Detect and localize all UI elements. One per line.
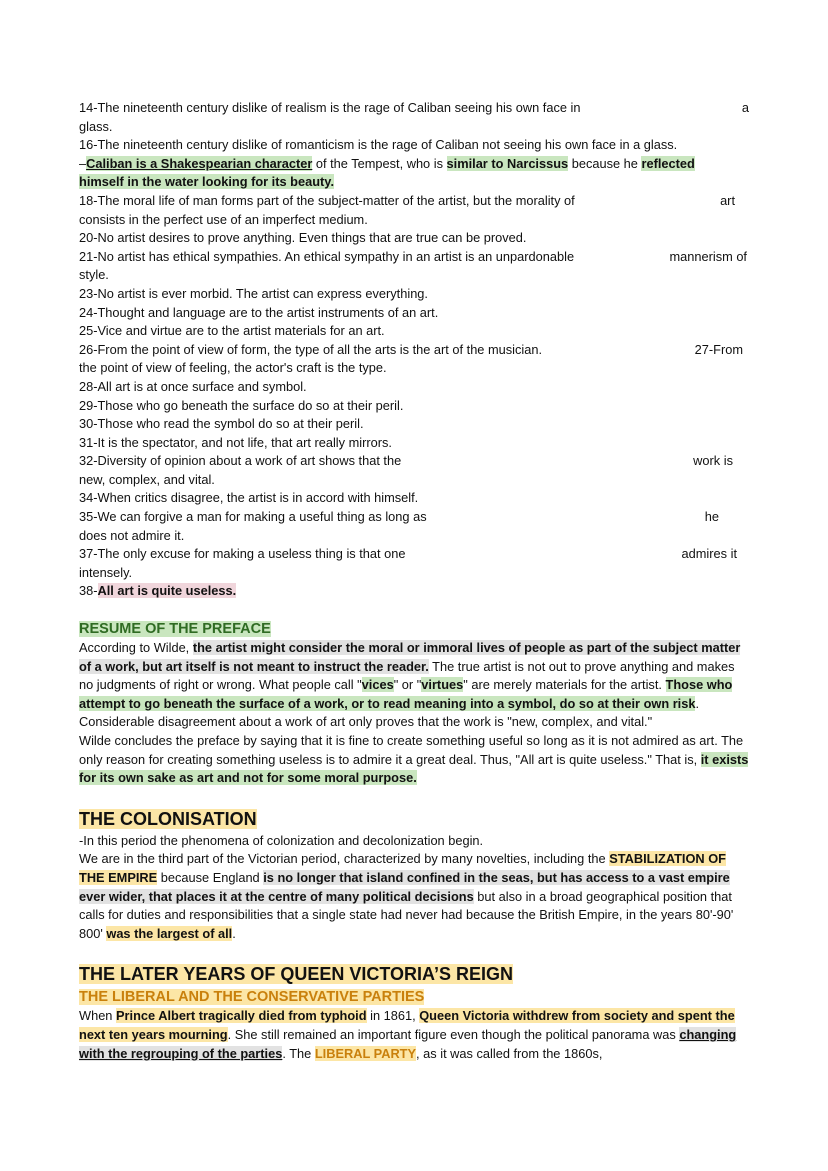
aphorism-23: 23-No artist is ever morbid. The artist can express everything.	[79, 285, 428, 301]
colonisation-paragraph: We are in the third part of the Victorian period, characterized by many novelties, including the STABILIZATION OF THE EMPIRE because England is no longer that island confined in the seas, but has access to a vast empire ever wider, that places it at the centre of many political decisions but also in a broad geographical position that calls for duties and responsibilities that a single state had never had because the British Empire, in the years 80'-90' 800' was the largest of all.	[79, 851, 734, 941]
aphorism-16: 16-The nineteenth century dislike of romanticism is the rage of Caliban not seeing his own face in a glass.	[79, 137, 678, 153]
aphorism-28: 28-All art is at once surface and symbol.	[79, 378, 307, 394]
aphorism-38: 38-All art is quite useless.	[79, 583, 237, 599]
aphorism-21: 21-No artist has ethical sympathies. An ethical sympathy in an artist is an unpardonable mannerism of	[79, 248, 747, 264]
caliban-note: –Caliban is a Shakespearian character of the Tempest, who is similar to Narcissus because he reflected	[79, 155, 695, 171]
resume-heading: RESUME OF THE PREFACE	[79, 621, 271, 638]
parties-subheading: THE LIBERAL AND THE CONSERVATIVE PARTIES	[79, 989, 425, 1006]
aphorism-30: 30-Those who read the symbol do so at their peril.	[79, 416, 364, 432]
aphorism-14: 14-The nineteenth century dislike of realism is the rage of Caliban seeing his own face in a	[79, 100, 749, 115]
aphorism-29: 29-Those who go beneath the surface do so at their peril.	[79, 397, 404, 413]
colonisation-line-1: -In this period the phenomena of colonization and decolonization begin.	[79, 832, 484, 848]
aphorism-32: 32-Diversity of opinion about a work of art shows that the work is	[79, 453, 733, 469]
aphorism-14-cont: glass.	[79, 118, 113, 134]
aphorism-26-cont: the point of view of feeling, the actor's craft is the type.	[79, 360, 387, 376]
aphorism-24: 24-Thought and language are to the artist instruments of an art.	[79, 304, 439, 320]
aphorism-37: 37-The only excuse for making a useless thing is that one admires it	[79, 546, 737, 562]
aphorism-18: 18-The moral life of man forms part of the subject-matter of the artist, but the morality of art	[79, 192, 735, 208]
aphorism-25: 25-Vice and virtue are to the artist materials for an art.	[79, 323, 385, 339]
aphorism-35-cont: does not admire it.	[79, 527, 185, 543]
aphorism-35: 35-We can forgive a man for making a useful thing as long as he	[79, 509, 719, 525]
caliban-note-cont: himself in the water looking for its beauty.	[79, 174, 335, 190]
resume-paragraph-2: Wilde concludes the preface by saying that it is fine to create something useful so long as it is not admired as art. The only reason for creating something useless is to admire it a great deal. Thus, "All art is quite useless." That is, it exists for its own sake as art and not for some moral purpose.	[79, 733, 749, 786]
aphorism-21-cont: style.	[79, 267, 109, 283]
colonisation-heading: THE COLONISATION	[79, 808, 257, 829]
later-years-paragraph: When Prince Albert tragically died from typhoid in 1861, Queen Victoria withdrew from society and spent the next ten years mourning. She still remained an important figure even though the political panorama was changing with the regrouping of the parties. The LIBERAL PARTY, as it was called from the 1860s,	[79, 1008, 737, 1061]
aphorism-31: 31-It is the spectator, and not life, that art really mirrors.	[79, 434, 392, 450]
aphorism-32-cont: new, complex, and vital.	[79, 471, 215, 487]
aphorism-34: 34-When critics disagree, the artist is in accord with himself.	[79, 490, 419, 506]
aphorism-37-cont: intensely.	[79, 564, 133, 580]
aphorism-26: 26-From the point of view of form, the type of all the arts is the art of the musician. 27-From	[79, 341, 743, 357]
aphorism-18-cont: consists in the perfect use of an imperfect medium.	[79, 211, 368, 227]
later-years-heading: THE LATER YEARS OF QUEEN VICTORIA’S REIGN	[79, 964, 514, 985]
aphorism-20: 20-No artist desires to prove anything. Even things that are true can be proved.	[79, 230, 527, 246]
document-page	[79, 99, 749, 1063]
resume-paragraph-1: According to Wilde, the artist might consider the moral or immoral lives of people as part of the subject matter of a work, but art itself is not meant to instruct the reader. The true artist is not out to prove anything and makes no judgments of right or wrong. What people call "vices" or "virtues" are merely materials for the artist. Those who attempt to go beneath the surface of a work, or to read meaning into a symbol, do so at their own risk. Considerable disagreement about a work of art only proves that the work is "new, complex, and vital."	[79, 640, 741, 730]
